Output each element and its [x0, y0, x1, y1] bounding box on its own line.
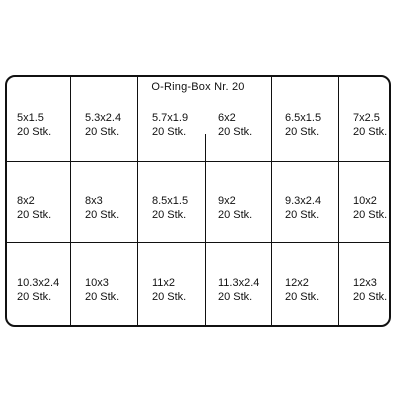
- compartment-size: 12x3: [353, 277, 377, 289]
- column-divider-2: [137, 77, 138, 325]
- compartment-count: 20 Stk.: [353, 291, 388, 303]
- row-divider-1: [7, 161, 389, 162]
- compartment-10: [218, 194, 252, 222]
- compartment-17: [285, 276, 319, 304]
- compartment-5: [285, 111, 321, 139]
- compartment-size: 11.3x2.4: [218, 277, 260, 289]
- compartment-size: 10.3x2.4: [17, 277, 60, 289]
- compartment-count: 20 Stk.: [152, 126, 187, 138]
- compartment-size: 10x2: [353, 195, 377, 207]
- column-divider-5: [338, 77, 339, 325]
- compartment-size: 11x2: [152, 277, 176, 289]
- compartment-7: [17, 194, 51, 222]
- compartment-count: 20 Stk.: [152, 291, 187, 303]
- compartment-size: 9.3x2.4: [285, 195, 322, 207]
- compartment-size: 8x2: [17, 195, 35, 207]
- compartment-14: [85, 276, 119, 304]
- compartment-size: 12x2: [285, 277, 309, 289]
- compartment-count: 20 Stk.: [152, 209, 187, 221]
- compartment-1: [17, 111, 51, 139]
- column-divider-3b: [205, 161, 206, 327]
- o-ring-box-label: [5, 75, 391, 327]
- compartment-count: 20 Stk.: [85, 209, 120, 221]
- compartment-16: [218, 276, 259, 304]
- compartment-count: 20 Stk.: [17, 291, 52, 303]
- compartment-size: 6.5x1.5: [285, 112, 322, 124]
- compartment-4: [218, 111, 252, 139]
- compartment-count: 20 Stk.: [353, 126, 388, 138]
- compartment-8: [85, 194, 119, 222]
- compartment-15: [152, 276, 186, 304]
- box-title: O-Ring-Box Nr. 20: [151, 81, 245, 93]
- compartment-size: 6x2: [218, 112, 236, 124]
- compartment-11: [285, 194, 321, 222]
- compartment-size: 5.7x1.9: [152, 112, 189, 124]
- compartment-count: 20 Stk.: [218, 126, 253, 138]
- compartment-count: 20 Stk.: [85, 291, 120, 303]
- column-divider-1: [70, 77, 71, 325]
- compartment-size: 5.3x2.4: [85, 112, 122, 124]
- compartment-18: [353, 276, 387, 304]
- compartment-13: [17, 276, 59, 304]
- compartment-size: 8.5x1.5: [152, 195, 189, 207]
- compartment-size: 10x3: [85, 277, 109, 289]
- column-divider-3a: [205, 134, 206, 161]
- compartment-2: [85, 111, 121, 139]
- compartment-size: 5x1.5: [17, 112, 44, 124]
- row-divider-2: [7, 242, 389, 243]
- compartment-count: 20 Stk.: [85, 126, 120, 138]
- column-divider-4: [271, 77, 272, 325]
- compartment-count: 20 Stk.: [17, 126, 52, 138]
- compartment-count: 20 Stk.: [285, 126, 320, 138]
- compartment-size: 9x2: [218, 195, 236, 207]
- compartment-count: 20 Stk.: [285, 291, 320, 303]
- compartment-count: 20 Stk.: [218, 209, 253, 221]
- compartment-size: 7x2.5: [353, 112, 380, 124]
- compartment-3: [152, 111, 188, 139]
- compartment-count: 20 Stk.: [17, 209, 52, 221]
- compartment-count: 20 Stk.: [218, 291, 253, 303]
- compartment-6: [353, 111, 387, 139]
- compartment-12: [353, 194, 387, 222]
- compartment-count: 20 Stk.: [285, 209, 320, 221]
- compartment-9: [152, 194, 188, 222]
- compartment-count: 20 Stk.: [353, 209, 388, 221]
- compartment-size: 8x3: [85, 195, 103, 207]
